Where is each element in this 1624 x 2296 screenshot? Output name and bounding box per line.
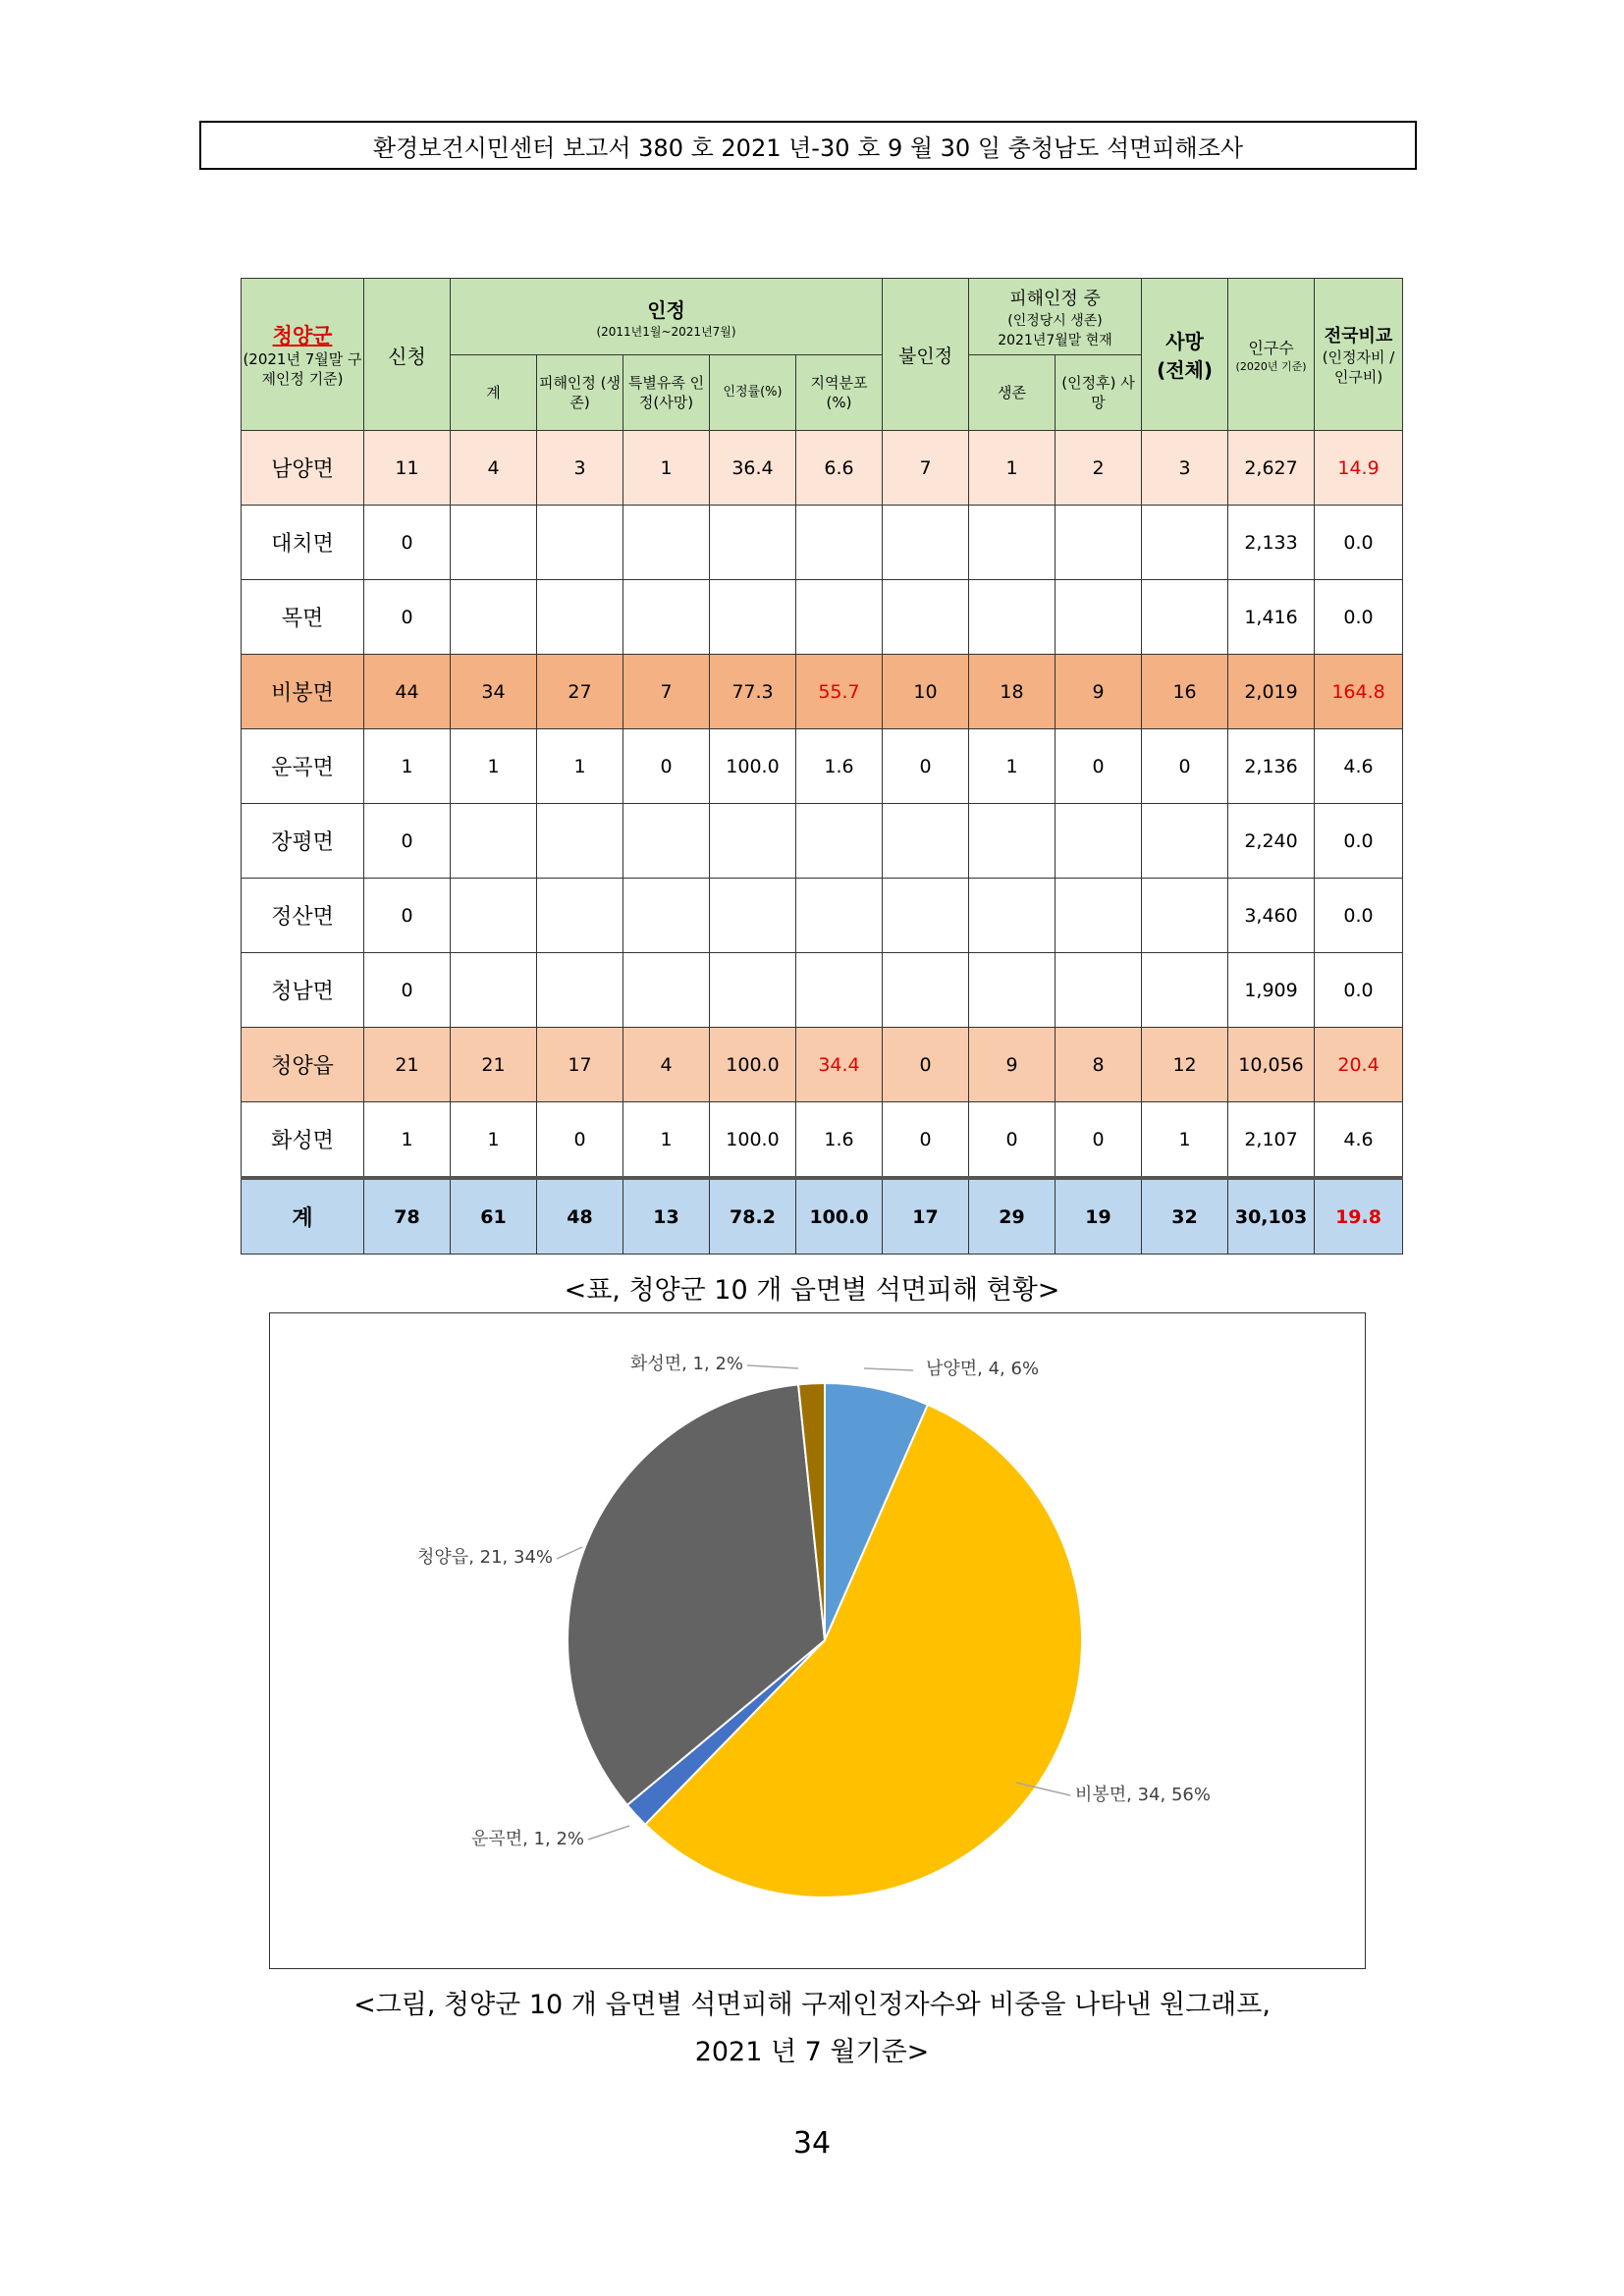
- recognition-header: [451, 279, 883, 355]
- population-header: [1228, 279, 1315, 431]
- cell-alive: [969, 879, 1056, 953]
- cell-rate: [710, 879, 796, 953]
- cell-rate: 77.3: [710, 655, 796, 729]
- table-caption: <표, 청양군 10 개 읍면별 석면피해 현황>: [564, 1275, 1060, 1306]
- cell-spec: [623, 506, 710, 580]
- reject-header: 불인정: [883, 279, 969, 431]
- region-name-cell: 운곡면: [242, 729, 364, 804]
- cell-surv: [537, 506, 623, 580]
- cell-total: 34: [451, 655, 537, 729]
- region-name-cell: 청남면: [242, 953, 364, 1028]
- cell-total: [451, 879, 537, 953]
- cell-nat: 20.4: [1315, 1028, 1403, 1102]
- cell-spec: [623, 879, 710, 953]
- cell-apply: 0: [364, 580, 451, 655]
- cell-deadafter: [1056, 879, 1142, 953]
- cell-death: 12: [1142, 1028, 1228, 1102]
- region-name-cell: 대치면: [242, 506, 364, 580]
- cell-alive: 0: [969, 1102, 1056, 1179]
- report-header-text: 환경보건시민센터 보고서 380 호 2021 년-30 호 9 월 30 일 충청남도 석면피해조사: [372, 133, 1244, 162]
- cell-deadafter: [1056, 953, 1142, 1028]
- cell-apply: 11: [364, 431, 451, 506]
- report-header: [199, 121, 1417, 170]
- population-sub: (2020년 기준): [1235, 359, 1307, 373]
- county-title: 청양군: [272, 324, 333, 347]
- among-sub: (인정당시 생존): [1007, 312, 1103, 329]
- corner-header: [242, 279, 364, 431]
- cell-spec: 13: [623, 1178, 710, 1255]
- table-row: [242, 879, 1403, 953]
- slice-label: 운곡면, 1, 2%: [470, 1829, 584, 1849]
- death-title: 사망: [1165, 330, 1204, 353]
- cell-pop: 2,019: [1228, 655, 1315, 729]
- cell-apply: 1: [364, 1102, 451, 1179]
- cell-dist: 100.0: [796, 1178, 883, 1255]
- cell-pop: 3,460: [1228, 879, 1315, 953]
- table-row: [242, 1102, 1403, 1179]
- cell-apply: 1: [364, 729, 451, 804]
- dead-after-header: (인정후) 사망: [1056, 355, 1142, 431]
- cell-nat: 19.8: [1315, 1178, 1403, 1255]
- cell-apply: 0: [364, 953, 451, 1028]
- table-row: [242, 804, 1403, 879]
- cell-nat: 0.0: [1315, 879, 1403, 953]
- cell-spec: 1: [623, 1102, 710, 1179]
- cell-alive: [969, 506, 1056, 580]
- cell-alive: 1: [969, 729, 1056, 804]
- cell-reject: 0: [883, 729, 969, 804]
- cell-reject: 10: [883, 655, 969, 729]
- cell-total: [451, 506, 537, 580]
- cell-alive: [969, 953, 1056, 1028]
- cell-total: [451, 953, 537, 1028]
- cell-reject: 7: [883, 431, 969, 506]
- cell-dist: [796, 580, 883, 655]
- cell-deadafter: 0: [1056, 729, 1142, 804]
- apply-header: 신청: [364, 279, 451, 431]
- total-header: 계: [451, 355, 537, 431]
- cell-nat: 4.6: [1315, 1102, 1403, 1179]
- page-number: 34: [792, 2126, 832, 2161]
- cell-surv: 27: [537, 655, 623, 729]
- region-name-cell: 계: [242, 1178, 364, 1255]
- among-header: [969, 279, 1142, 355]
- cell-nat: 164.8: [1315, 655, 1403, 729]
- cell-nat: 0.0: [1315, 804, 1403, 879]
- cell-dist: 34.4: [796, 1028, 883, 1102]
- cell-deadafter: [1056, 580, 1142, 655]
- cell-rate: [710, 580, 796, 655]
- cell-nat: 0.0: [1315, 953, 1403, 1028]
- cell-pop: 2,240: [1228, 804, 1315, 879]
- cell-dist: [796, 879, 883, 953]
- cell-rate: 100.0: [710, 1102, 796, 1179]
- figure-caption-line2: 2021 년 7 월기준>: [694, 2037, 930, 2067]
- cell-reject: [883, 580, 969, 655]
- cell-dist: 55.7: [796, 655, 883, 729]
- cell-reject: [883, 804, 969, 879]
- cell-apply: 21: [364, 1028, 451, 1102]
- population-title: 인구수: [1248, 338, 1294, 357]
- cell-dist: 1.6: [796, 1102, 883, 1179]
- cell-pop: 2,136: [1228, 729, 1315, 804]
- national-header: [1315, 279, 1403, 431]
- cell-pop: 1,909: [1228, 953, 1315, 1028]
- cell-death: 0: [1142, 729, 1228, 804]
- cell-reject: [883, 506, 969, 580]
- cell-reject: 0: [883, 1028, 969, 1102]
- cell-surv: 17: [537, 1028, 623, 1102]
- table-row: [242, 506, 1403, 580]
- asbestos-damage-table: [241, 278, 1403, 1255]
- cell-pop: 2,133: [1228, 506, 1315, 580]
- region-name-cell: 장평면: [242, 804, 364, 879]
- cell-surv: 3: [537, 431, 623, 506]
- pie-chart-frame: [269, 1312, 1366, 1969]
- slice-label: 화성면, 1, 2%: [629, 1354, 743, 1374]
- cell-pop: 2,107: [1228, 1102, 1315, 1179]
- cell-apply: 0: [364, 804, 451, 879]
- cell-total: 61: [451, 1178, 537, 1255]
- cell-reject: [883, 953, 969, 1028]
- table-row: [242, 431, 1403, 506]
- cell-pop: 1,416: [1228, 580, 1315, 655]
- cell-reject: [883, 879, 969, 953]
- cell-death: [1142, 580, 1228, 655]
- cell-deadafter: 0: [1056, 1102, 1142, 1179]
- cell-rate: [710, 953, 796, 1028]
- pie-chart: [270, 1313, 1367, 1970]
- cell-spec: 1: [623, 431, 710, 506]
- cell-spec: [623, 804, 710, 879]
- cell-spec: 0: [623, 729, 710, 804]
- among-sub2: 2021년7월말 현재: [998, 332, 1112, 348]
- region-name-cell: 화성면: [242, 1102, 364, 1179]
- leader-line: [864, 1368, 913, 1370]
- cell-surv: 48: [537, 1178, 623, 1255]
- cell-deadafter: [1056, 804, 1142, 879]
- cell-death: [1142, 506, 1228, 580]
- slice-label: 남양면, 4, 6%: [926, 1359, 1040, 1379]
- cell-reject: 0: [883, 1102, 969, 1179]
- region-name-cell: 비봉면: [242, 655, 364, 729]
- cell-death: 16: [1142, 655, 1228, 729]
- cell-apply: 44: [364, 655, 451, 729]
- cell-rate: 36.4: [710, 431, 796, 506]
- cell-nat: 0.0: [1315, 506, 1403, 580]
- alive-header: 생존: [969, 355, 1056, 431]
- recognition-period: (2011년1월~2021년7월): [596, 324, 736, 339]
- cell-alive: 18: [969, 655, 1056, 729]
- table-body: [242, 431, 1403, 1255]
- cell-pop: 10,056: [1228, 1028, 1315, 1102]
- cell-dist: [796, 804, 883, 879]
- rate-header: 인정률(%): [710, 355, 796, 431]
- cell-alive: [969, 804, 1056, 879]
- cell-surv: [537, 580, 623, 655]
- among-title: 피해인정 중: [1009, 288, 1101, 309]
- cell-rate: 100.0: [710, 1028, 796, 1102]
- table-row: [242, 655, 1403, 729]
- cell-pop: 30,103: [1228, 1178, 1315, 1255]
- cell-nat: 14.9: [1315, 431, 1403, 506]
- cell-dist: [796, 506, 883, 580]
- cell-spec: 4: [623, 1028, 710, 1102]
- cell-total: [451, 580, 537, 655]
- cell-apply: 0: [364, 506, 451, 580]
- cell-deadafter: 19: [1056, 1178, 1142, 1255]
- county-subtitle: (2021년 7월말 구제인정 기준): [243, 350, 362, 388]
- cell-alive: 9: [969, 1028, 1056, 1102]
- cell-nat: 0.0: [1315, 580, 1403, 655]
- cell-nat: 4.6: [1315, 729, 1403, 804]
- cell-alive: 1: [969, 431, 1056, 506]
- cell-deadafter: [1056, 506, 1142, 580]
- recognition-title: 인정: [647, 297, 685, 322]
- table-row: [242, 1178, 1403, 1255]
- cell-surv: 1: [537, 729, 623, 804]
- cell-rate: [710, 506, 796, 580]
- cell-total: 1: [451, 729, 537, 804]
- national-sub: (인정자비 / 인구비): [1322, 348, 1395, 386]
- cell-alive: [969, 580, 1056, 655]
- region-name-cell: 정산면: [242, 879, 364, 953]
- slice-label: 비봉면, 34, 56%: [1075, 1785, 1211, 1805]
- cell-spec: [623, 580, 710, 655]
- cell-death: 3: [1142, 431, 1228, 506]
- distribution-header: 지역분포 (%): [796, 355, 883, 431]
- table-row: [242, 953, 1403, 1028]
- cell-surv: 0: [537, 1102, 623, 1179]
- cell-rate: 100.0: [710, 729, 796, 804]
- table-row: [242, 580, 1403, 655]
- cell-deadafter: 8: [1056, 1028, 1142, 1102]
- cell-spec: [623, 953, 710, 1028]
- leader-line: [588, 1826, 629, 1840]
- leader-line: [747, 1365, 798, 1368]
- cell-apply: 78: [364, 1178, 451, 1255]
- leader-line: [557, 1547, 582, 1559]
- special-header: 특별유족 인정(사망): [623, 355, 710, 431]
- table-row: [242, 729, 1403, 804]
- cell-dist: [796, 953, 883, 1028]
- cell-spec: 7: [623, 655, 710, 729]
- cell-surv: [537, 879, 623, 953]
- cell-rate: [710, 804, 796, 879]
- cell-surv: [537, 804, 623, 879]
- cell-pop: 2,627: [1228, 431, 1315, 506]
- cell-death: [1142, 953, 1228, 1028]
- cell-total: 4: [451, 431, 537, 506]
- cell-death: 1: [1142, 1102, 1228, 1179]
- region-name-cell: 목면: [242, 580, 364, 655]
- death-sub: (전체): [1157, 358, 1213, 382]
- cell-dist: 1.6: [796, 729, 883, 804]
- cell-total: 1: [451, 1102, 537, 1179]
- cell-surv: [537, 953, 623, 1028]
- cell-alive: 29: [969, 1178, 1056, 1255]
- slice-label: 청양읍, 21, 34%: [417, 1547, 553, 1568]
- death-header: [1142, 279, 1228, 431]
- cell-deadafter: 2: [1056, 431, 1142, 506]
- region-name-cell: 남양면: [242, 431, 364, 506]
- survivor-header: 피해인정 (생존): [537, 355, 623, 431]
- cell-death: 32: [1142, 1178, 1228, 1255]
- cell-rate: 78.2: [710, 1178, 796, 1255]
- cell-reject: 17: [883, 1178, 969, 1255]
- cell-deadafter: 9: [1056, 655, 1142, 729]
- national-title: 전국비교: [1324, 326, 1393, 347]
- cell-dist: 6.6: [796, 431, 883, 506]
- region-name-cell: 청양읍: [242, 1028, 364, 1102]
- cell-total: [451, 804, 537, 879]
- cell-apply: 0: [364, 879, 451, 953]
- cell-death: [1142, 879, 1228, 953]
- table-row: [242, 1028, 1403, 1102]
- figure-caption-line1: <그림, 청양군 10 개 읍면별 석면피해 구제인정자수와 비중을 나타낸 원그래프,: [353, 1990, 1271, 2020]
- cell-death: [1142, 804, 1228, 879]
- cell-total: 21: [451, 1028, 537, 1102]
